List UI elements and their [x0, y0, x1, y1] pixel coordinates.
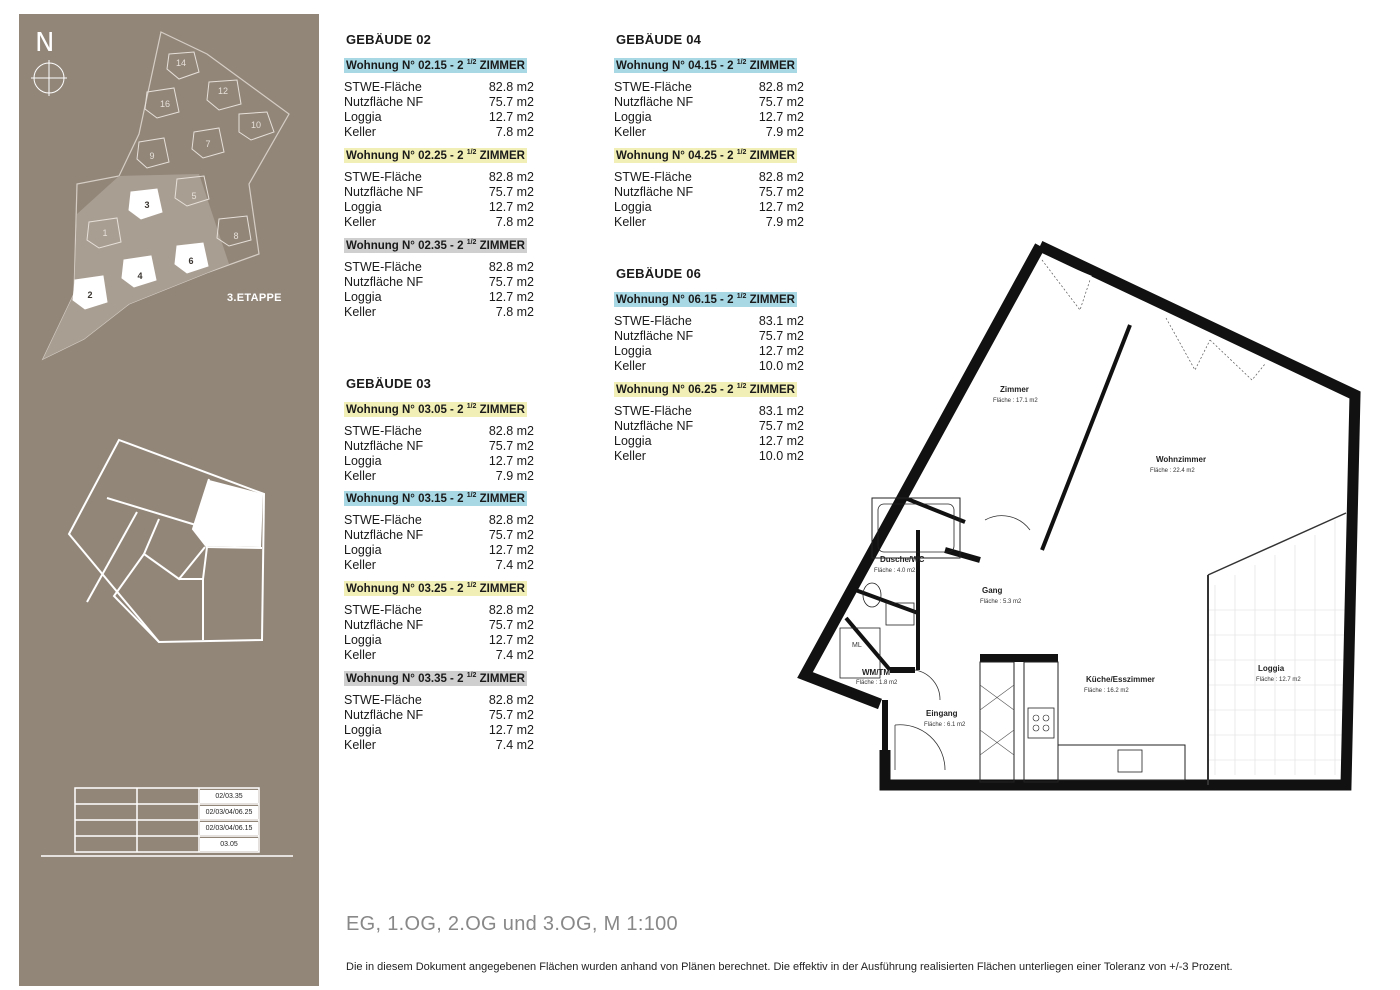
apartment-heading: Wohnung N° 04.25 - 2 $^{1/2}$ ZIMMER	[616, 149, 795, 162]
room-eingang-name: Eingang	[926, 709, 958, 718]
site-building-8: 8	[233, 231, 239, 241]
keller-row: Keller 7.4 m2	[344, 648, 534, 662]
apartment-heading: Wohnung N° 02.15 - 2 $^{1/2}$ ZIMMER	[346, 59, 525, 72]
apartment-heading: Wohnung N° 02.35 - 2 $^{1/2}$ ZIMMER	[346, 239, 525, 252]
site-building-5: 5	[191, 191, 197, 201]
apartment-03-35	[344, 669, 534, 753]
north-label: N	[35, 28, 55, 58]
stwe-row: STWE-Fläche 83.1 m2	[614, 404, 804, 418]
apartment-03-15	[344, 489, 534, 573]
loggia-row: Loggia 12.7 m2	[344, 543, 534, 557]
apartment-heading: Wohnung N° 06.25 - 2 $^{1/2}$ ZIMMER	[616, 383, 795, 396]
site-building-16: 16	[159, 99, 171, 109]
keller-row: Keller 7.9 m2	[344, 469, 534, 483]
floor-plan	[790, 230, 1370, 800]
stwe-row: STWE-Fläche 82.8 m2	[344, 424, 534, 438]
keller-row: Keller 7.8 m2	[344, 125, 534, 139]
keller-row: Keller 10.0 m2	[614, 449, 804, 463]
room-eingang-area: Fläche : 6.1 m2	[924, 722, 966, 728]
apartment-06-15	[614, 290, 804, 374]
apartment-heading: Wohnung N° 03.15 - 2 $^{1/2}$ ZIMMER	[346, 492, 525, 505]
apartment-04-15	[614, 56, 804, 140]
loggia-row: Loggia 12.7 m2	[344, 633, 534, 647]
stwe-row: STWE-Fläche 82.8 m2	[344, 513, 534, 527]
stwe-row: STWE-Fläche 82.8 m2	[344, 260, 534, 274]
site-building-14: 14	[175, 58, 187, 68]
keller-row: Keller 7.9 m2	[614, 215, 804, 229]
apartment-06-25	[614, 380, 804, 464]
keller-row: Keller 7.8 m2	[344, 215, 534, 229]
nutz-row: Nutzfläche NF 75.7 m2	[344, 708, 534, 722]
site-building-12: 12	[217, 86, 229, 96]
apartment-heading: Wohnung N° 04.15 - 2 $^{1/2}$ ZIMMER	[616, 59, 795, 72]
site-building-7: 7	[205, 139, 211, 149]
room-loggia-area: Fläche : 12.7 m2	[1256, 677, 1301, 683]
stwe-row: STWE-Fläche 82.8 m2	[614, 80, 804, 94]
stwe-row: STWE-Fläche 82.8 m2	[344, 693, 534, 707]
apartment-02-25	[344, 146, 534, 230]
room-dusche-name: Dusche/WC	[880, 555, 925, 564]
loggia-row: Loggia 12.7 m2	[344, 290, 534, 304]
stack-legend-2: 02/03/04/06.25	[200, 806, 258, 819]
stwe-row: STWE-Fläche 82.8 m2	[344, 170, 534, 184]
keller-row: Keller 7.9 m2	[614, 125, 804, 139]
nutz-row: Nutzfläche NF 75.7 m2	[344, 528, 534, 542]
etappe-label: 3.ETAPPE	[227, 292, 282, 304]
building-04-title: GEBÄUDE 04	[616, 32, 702, 47]
room-gang-name: Gang	[982, 586, 1003, 595]
nutz-row: Nutzfläche NF 75.7 m2	[344, 439, 534, 453]
apartment-heading: Wohnung N° 03.35 - 2 $^{1/2}$ ZIMMER	[346, 672, 525, 685]
apartment-03-25	[344, 579, 534, 663]
nutz-row: Nutzfläche NF 75.7 m2	[344, 185, 534, 199]
site-building-4: 4	[137, 271, 143, 281]
loggia-row: Loggia 12.7 m2	[344, 110, 534, 124]
nutz-row: Nutzfläche NF 75.7 m2	[614, 95, 804, 109]
keller-row: Keller 7.8 m2	[344, 305, 534, 319]
site-building-6: 6	[188, 256, 194, 266]
loggia-row: Loggia 12.7 m2	[344, 454, 534, 468]
room-dusche-area: Fläche : 4.0 m2	[874, 568, 916, 574]
apartment-heading: Wohnung N° 02.25 - 2 $^{1/2}$ ZIMMER	[346, 149, 525, 162]
apartment-03-05	[344, 400, 534, 484]
room-wohnzimmer-name: Wohnzimmer	[1156, 455, 1207, 464]
nutz-row: Nutzfläche NF 75.7 m2	[614, 329, 804, 343]
stack-legend-1: 02/03.35	[200, 790, 258, 803]
site-building-2: 2	[87, 290, 93, 300]
apartment-02-15	[344, 56, 534, 140]
keller-row: Keller 10.0 m2	[614, 359, 804, 373]
room-kueche-name: Küche/Esszimmer	[1086, 675, 1155, 684]
apartment-heading: Wohnung N° 03.05 - 2 $^{1/2}$ ZIMMER	[346, 403, 525, 416]
room-wmtm-area: Fläche : 1.8 m2	[856, 680, 898, 686]
room-wmtm-name: WM/TM	[862, 668, 890, 677]
apartment-04-25	[614, 146, 804, 230]
room-kueche-area: Fläche : 16.2 m2	[1084, 688, 1129, 694]
site-building-1: 1	[102, 228, 108, 238]
keller-row: Keller 7.4 m2	[344, 558, 534, 572]
room-loggia-name: Loggia	[1258, 664, 1285, 673]
nutz-row: Nutzfläche NF 75.7 m2	[344, 275, 534, 289]
loggia-row: Loggia 12.7 m2	[614, 344, 804, 358]
washer-tag: ML	[852, 642, 862, 649]
nutz-row: Nutzfläche NF 75.7 m2	[614, 185, 804, 199]
nutz-row: Nutzfläche NF 75.7 m2	[344, 95, 534, 109]
room-zimmer-area: Fläche : 17.1 m2	[993, 398, 1038, 404]
site-building-9: 9	[149, 151, 155, 161]
stwe-row: STWE-Fläche 82.8 m2	[344, 603, 534, 617]
apartment-02-35	[344, 236, 534, 320]
building-02-title: GEBÄUDE 02	[346, 32, 432, 47]
apartment-heading: Wohnung N° 03.25 - 2 $^{1/2}$ ZIMMER	[346, 582, 525, 595]
floors-scale-title: EG, 1.OG, 2.OG und 3.OG, M 1:100	[346, 913, 678, 935]
room-gang-area: Fläche : 5.3 m2	[980, 599, 1022, 605]
site-plan-sidebar	[19, 14, 319, 986]
nutz-row: Nutzfläche NF 75.7 m2	[344, 618, 534, 632]
stwe-row: STWE-Fläche 83.1 m2	[614, 314, 804, 328]
loggia-row: Loggia 12.7 m2	[614, 110, 804, 124]
site-building-10: 10	[250, 120, 262, 130]
stwe-row: STWE-Fläche 82.8 m2	[614, 170, 804, 184]
building-03-title: GEBÄUDE 03	[346, 376, 432, 391]
site-building-3: 3	[144, 200, 150, 210]
keller-row: Keller 7.4 m2	[344, 738, 534, 752]
stack-legend-4: 03.05	[200, 838, 258, 851]
room-zimmer-name: Zimmer	[1000, 385, 1029, 394]
apartment-heading: Wohnung N° 06.15 - 2 $^{1/2}$ ZIMMER	[616, 293, 795, 306]
loggia-row: Loggia 12.7 m2	[344, 723, 534, 737]
loggia-row: Loggia 12.7 m2	[344, 200, 534, 214]
loggia-row: Loggia 12.7 m2	[614, 434, 804, 448]
loggia-row: Loggia 12.7 m2	[614, 200, 804, 214]
stwe-row: STWE-Fläche 82.8 m2	[344, 80, 534, 94]
site-plan-map	[19, 14, 319, 986]
building-06-title: GEBÄUDE 06	[616, 266, 702, 281]
nutz-row: Nutzfläche NF 75.7 m2	[614, 419, 804, 433]
stack-legend-3: 02/03/04/06.15	[200, 822, 258, 835]
room-wohnzimmer-area: Fläche : 22.4 m2	[1150, 468, 1195, 474]
disclaimer: Die in diesem Dokument angegebenen Flächen wurden anhand von Plänen berechnet. Die effektiv in der Ausführung realisierten Flächen unterliegen einer Toleranz von +/-3 Prozent.	[346, 961, 1233, 973]
